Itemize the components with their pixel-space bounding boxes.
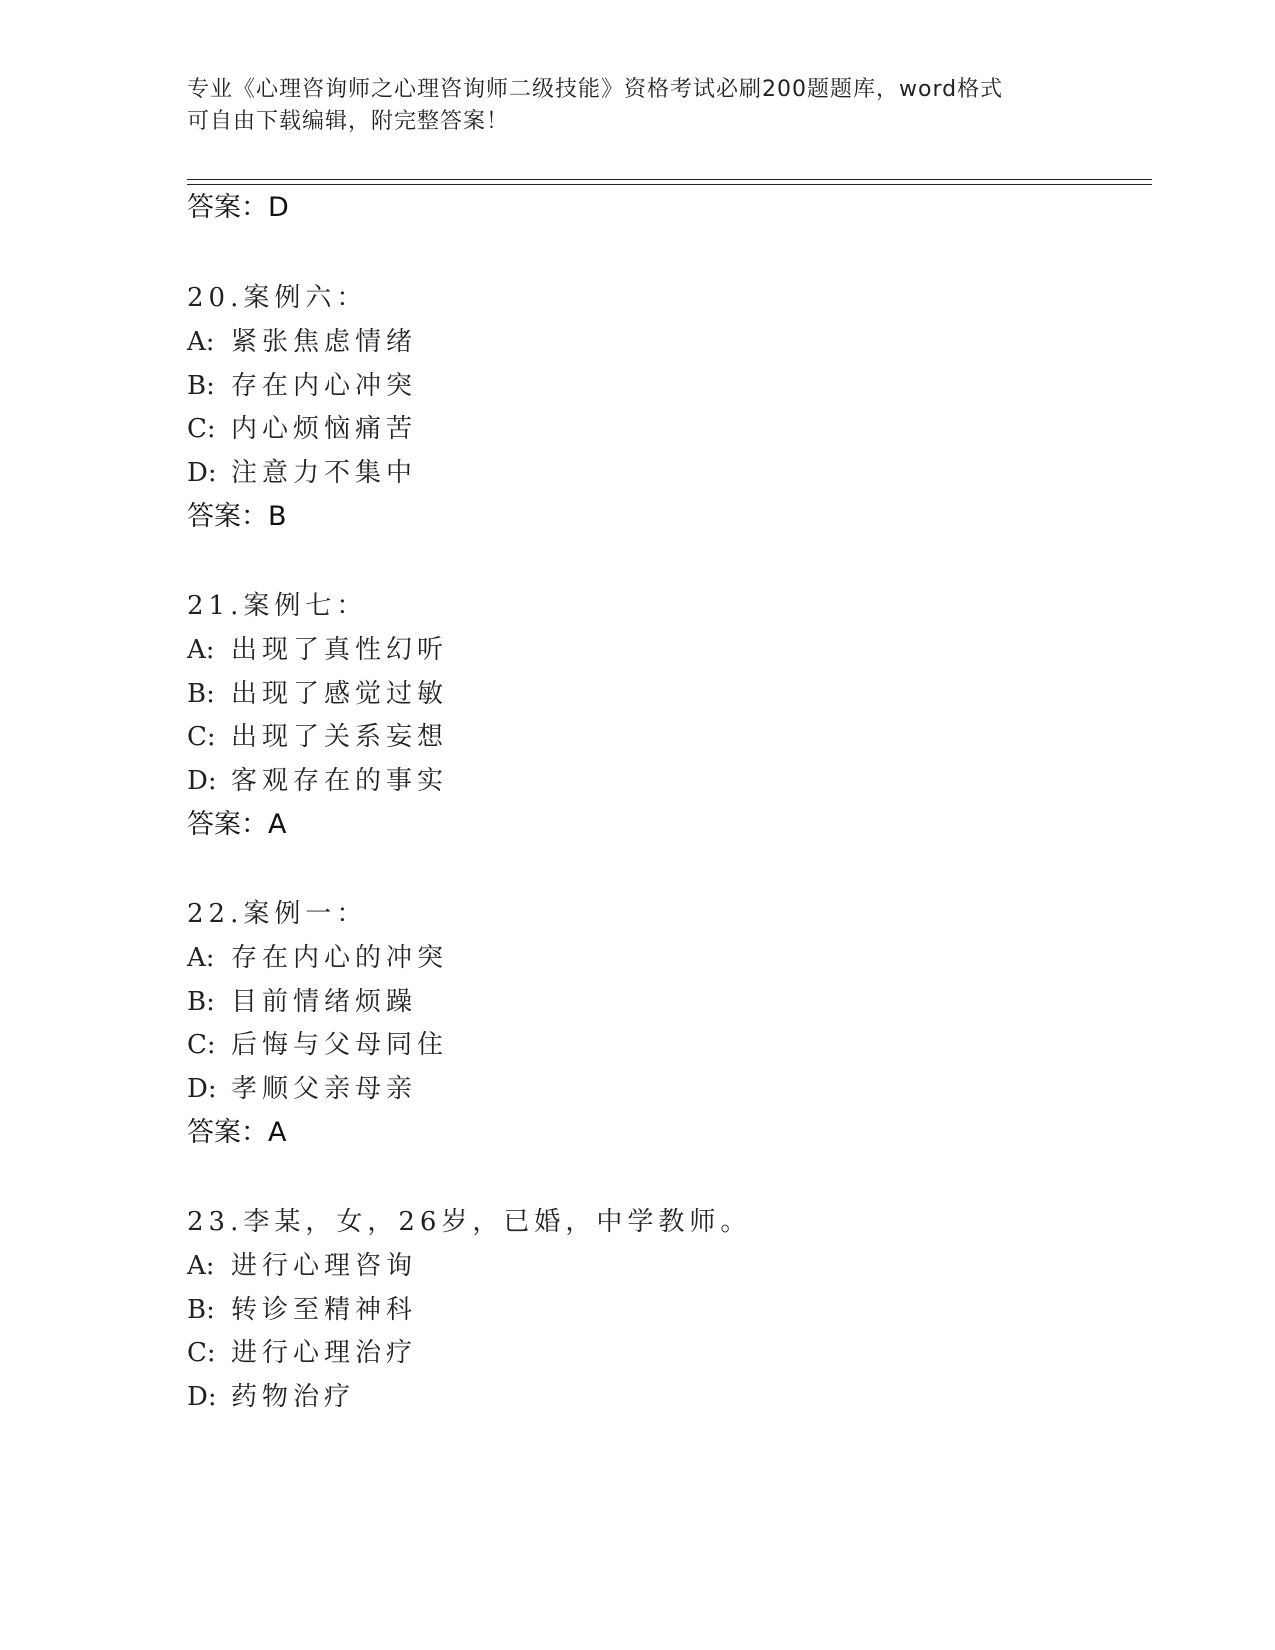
option-text: 出现了感觉过敏 [231, 679, 449, 709]
option-key: C: [187, 414, 216, 444]
option-key: D: [187, 458, 217, 488]
option-key: C: [187, 722, 216, 752]
option-text: 转诊至精神科 [231, 1295, 418, 1325]
question-21-stem: 21.案例七： [187, 591, 368, 621]
option-text: 出现了关系妄想 [231, 722, 449, 752]
question-20-option-d [187, 456, 417, 490]
header-title-line-1: 专业《心理咨询师之心理咨询师二级技能》资格考试必刷200题题库，word格式 [187, 77, 1004, 102]
option-key: A: [187, 1251, 215, 1281]
option-key: B: [187, 987, 215, 1017]
question-21-option-c [187, 720, 448, 754]
option-text: 孝顺父亲母亲 [231, 1074, 418, 1104]
question-23-option-d [187, 1380, 355, 1414]
option-text: 客观存在的事实 [231, 766, 449, 796]
option-key: C: [187, 1030, 216, 1060]
option-text: 内心烦恼痛苦 [231, 414, 418, 444]
question-20-option-a [187, 325, 417, 359]
question-20-option-b [187, 369, 417, 403]
option-text: 药物治疗 [231, 1382, 356, 1412]
question-20-answer: 答案：B [187, 501, 287, 532]
option-key: B: [187, 1295, 215, 1325]
question-23-stem: 23.李某，女，26岁，已婚，中学教师。 [187, 1207, 752, 1237]
question-21-answer: 答案：A [187, 809, 287, 840]
option-text: 注意力不集中 [231, 458, 418, 488]
option-key: B: [187, 371, 215, 401]
question-21-option-b [187, 677, 448, 711]
option-text: 后悔与父母同住 [231, 1030, 449, 1060]
document-header [187, 74, 1067, 138]
option-key: A: [187, 327, 215, 357]
option-text: 目前情绪烦躁 [231, 987, 418, 1017]
question-22-option-d [187, 1072, 417, 1106]
option-key: B: [187, 679, 215, 709]
option-key: A: [187, 943, 215, 973]
previous-answer: 答案：D [187, 192, 289, 223]
option-key: C: [187, 1338, 216, 1368]
question-22-stem: 22.案例一： [187, 899, 368, 929]
question-22-option-a [187, 941, 448, 975]
question-23-option-b [187, 1293, 417, 1327]
option-key: D: [187, 1074, 217, 1104]
option-key: D: [187, 766, 217, 796]
header-divider-bottom [187, 184, 1152, 185]
header-divider-top [187, 179, 1152, 180]
question-22-option-c [187, 1028, 448, 1062]
option-key: D: [187, 1382, 217, 1412]
question-21-option-d [187, 764, 448, 798]
question-20-option-c [187, 412, 417, 446]
question-20-stem: 20.案例六： [187, 283, 368, 313]
question-22-option-b [187, 985, 417, 1019]
option-text: 存在内心冲突 [231, 371, 418, 401]
option-text: 进行心理治疗 [231, 1338, 418, 1368]
option-text: 存在内心的冲突 [231, 943, 449, 973]
question-22-answer: 答案：A [187, 1117, 287, 1148]
option-key: A: [187, 635, 215, 665]
option-text: 进行心理咨询 [231, 1251, 418, 1281]
question-23-option-a [187, 1249, 417, 1283]
question-21-option-a [187, 633, 448, 667]
header-title-line-2: 可自由下载编辑，附完整答案！ [187, 109, 510, 134]
question-23-option-c [187, 1336, 417, 1370]
option-text: 出现了真性幻听 [231, 635, 449, 665]
option-text: 紧张焦虑情绪 [231, 327, 418, 357]
